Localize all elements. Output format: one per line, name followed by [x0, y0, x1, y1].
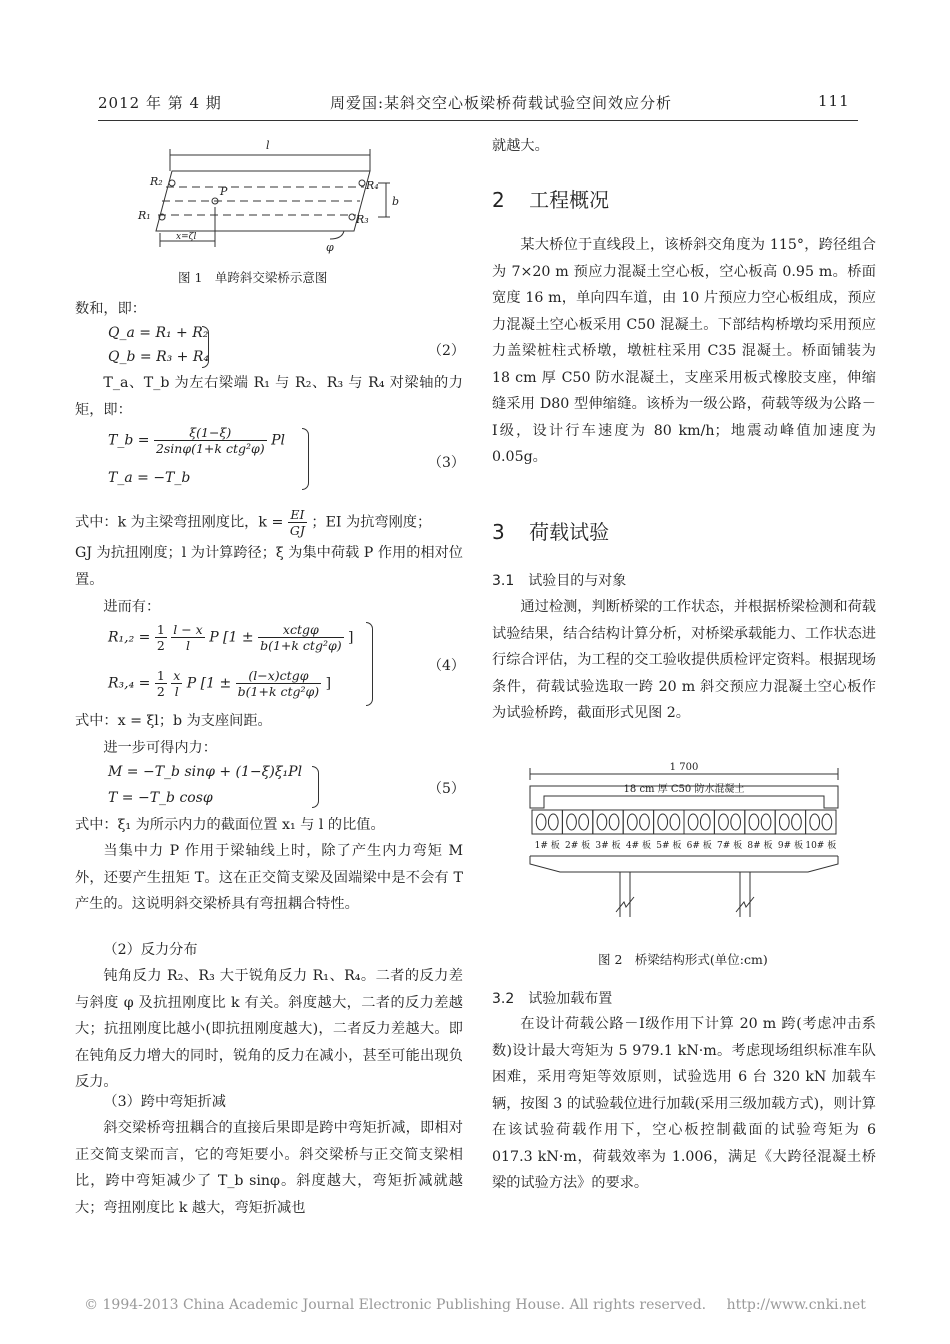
slab-void [597, 814, 607, 830]
support-r4 [359, 180, 365, 186]
eq3-number: （3） [428, 455, 465, 471]
slab-void [609, 814, 619, 830]
figure-2-cross-section [520, 762, 850, 927]
label-phi: φ [326, 241, 334, 254]
section-2-title: 工程概况 [529, 188, 610, 212]
left-p3-line1: 式中：k 为主梁弯扭刚度比，k = $\frac{EI}{GJ}$ ；EI 为抗弯刚度； [75, 507, 432, 538]
left-p9: 钝角反力 R₂、R₃ 大于锐角反力 R₁、R₄。二者的反力差与斜度 φ 及抗扭刚度比 k 有关。斜度越大，二者的反力差越大；抗扭刚度比越小(即抗扭刚度越大)，二者反力差越大。即在钝角反力增大的同时，锐角的反力在减小，甚至可能出现负反力。 [75, 968, 463, 1090]
label-x: x=ζl [176, 232, 197, 242]
slab-void [779, 814, 789, 830]
slab-void [810, 814, 820, 830]
footer-url[interactable]: http://www.cnki.net [726, 1297, 866, 1313]
eq5-line2: T = −T_b cosφ [108, 790, 213, 806]
subsection-3-1: 3.1 试验目的与对象 [492, 573, 627, 589]
p3-fraction: $\frac{EI}{GJ}$ [289, 507, 305, 538]
label-span: l [266, 139, 270, 152]
journal-issue: 2012 年 第 4 期 [98, 94, 222, 112]
slab-label: 6# 板 [686, 841, 712, 851]
left-p3c: GJ 为抗扭刚度；l 为计算跨径；ξ 为集中荷载 P 作用的相对位置。 [75, 545, 463, 588]
eq3-line1 [108, 425, 285, 456]
label-b: b [392, 195, 400, 208]
slab-void [670, 814, 680, 830]
label-r4: R₄ [366, 179, 379, 192]
fig2-width-label: 1 700 [669, 762, 699, 773]
eq3-lhs: T_b = [108, 432, 150, 449]
eq3-fraction: $\frac{\xi(1-\xi)}{\text{2sinφ(1+k ctg²φ)}}$ [155, 425, 265, 456]
section-2-heading [492, 184, 609, 213]
slab-label: 10# 板 [805, 841, 837, 851]
subsection-3-2: 3.2 试验加载布置 [492, 991, 613, 1007]
slab-void [579, 814, 589, 830]
label-r1: R₁ [138, 209, 151, 222]
eq2-line2: Q_b = R₃ + R₄ [108, 349, 210, 365]
eq4-line1: R₁,₂ = $\frac{1}{2}$ $\frac{l - x}{l}$ P [1 ± $\frac{\text{xctgφ}}{\text{b(1+k ctg²φ)}}$ ] [108, 622, 354, 653]
right-p0: 就越大。 [492, 138, 549, 154]
slab-void [658, 814, 668, 830]
left-h3: （3）跨中弯矩折减 [103, 1094, 226, 1110]
slab-label: 9# 板 [777, 841, 803, 851]
left-p10: 斜交梁桥弯扭耦合的直接后果即是跨中弯矩折减，即相对正交简支梁而言，它的弯矩要小。斜交梁桥与正交简支梁相比，跨中弯矩减少了 T_b sinφ。斜度越大，弯矩折减就越大；弯扭刚度比 k 越大，弯矩折减也 [75, 1120, 463, 1216]
cap-beam [530, 856, 838, 872]
left-p1: 数和，即： [75, 301, 146, 317]
eq5-number: （5） [428, 781, 465, 797]
eq3-rhs: Pl [271, 432, 285, 449]
eq2-number: （2） [428, 343, 465, 359]
slab-void [749, 814, 759, 830]
eq5-brace [312, 766, 319, 808]
slab-void [627, 814, 637, 830]
left-p4: 进而有： [103, 599, 161, 615]
right-p1: 某大桥位于直线段上，该桥斜交角度为 115°，跨径组合为 7×20 m 预应力混凝土空心板，空心板高 0.95 m。桥面宽度 16 m，单向四车道，由 10 片预应力空心板组成，预应力混凝土空心板采用 C50 混凝土。下部结构桥墩均采用预应力盖梁桩柱式桥墩，墩桩柱采用 C35 混凝土。桥面铺装为 18 cm 厚 C50 防水混凝土，支座采用板式橡胶支座，伸缩缝采用 D80 型伸缩缝。该桥为一级公路，荷载等级为公路－Ⅰ级，设计行车速度为 80 km/h；地震动峰值加速度为 0.05g。 [492, 237, 876, 465]
left-p8: 当集中力 P 作用于梁轴线上时，除了产生内力弯矩 M 外，还要产生扭矩 T。这在正交简支梁及固端梁中是不会有 T 产生的。这说明斜交梁桥具有弯扭耦合特性。 [75, 843, 463, 912]
label-load: P [220, 185, 228, 198]
slab-label: 1# 板 [534, 841, 560, 851]
footer-copyright: © 1994-2013 China Academic Journal Electronic Publishing House. All rights reserved. [84, 1297, 707, 1313]
slab-label: 2# 板 [565, 841, 591, 851]
eq2-line1: Q_a = R₁ + R₂ [108, 325, 209, 341]
slab-label: 5# 板 [656, 841, 682, 851]
footer [0, 1297, 950, 1313]
slab-void [567, 814, 577, 830]
eq4-line2: R₃,₄ = $\frac{1}{2}$ $\frac{x}{l}$ P [1 ± $\frac{\text{(l−x)ctgφ}}{\text{b(1+k ctg²φ)}}$ ] [108, 668, 332, 699]
eq3-brace [302, 428, 309, 490]
support-r2 [169, 180, 175, 186]
slab-void [719, 814, 729, 830]
left-p2: T_a、T_b 为左右梁端 R₁ 与 R₂、R₃ 与 R₄ 对梁轴的力矩，即： [75, 375, 463, 418]
slab-void [761, 814, 771, 830]
eq4-brace [366, 622, 373, 706]
left-h2: （2）反力分布 [103, 942, 198, 958]
slab-label: 3# 板 [595, 841, 621, 851]
figure-1-skew-beam-diagram [130, 135, 430, 260]
section-3-title: 荷载试验 [529, 520, 610, 544]
section-3-number: 3 [492, 520, 505, 544]
page-number: 111 [818, 92, 850, 110]
slab-label: 8# 板 [747, 841, 773, 851]
left-column [75, 296, 463, 323]
section-3-heading [492, 516, 609, 545]
slab-void [640, 814, 650, 830]
slab-label: 4# 板 [625, 841, 651, 851]
eq3-line2: T_a = −T_b [108, 470, 191, 486]
slab-void [792, 814, 802, 830]
slab-void [822, 814, 832, 830]
eq4-number: （4） [428, 658, 465, 674]
left-p7: 式中：ξ₁ 为所示内力的截面位置 x₁ 与 l 的比值。 [75, 817, 385, 833]
running-title: 周爱国:某斜交空心板梁桥荷载试验空间效应分析 [330, 94, 673, 112]
support-r3 [349, 214, 355, 220]
label-r2: R₂ [150, 175, 163, 188]
right-p2: 通过检测，判断桥梁的工作状态，并根据桥梁检测和荷载试验结果，结合结构计算分析，对桥梁承载能力、工作状态进行综合评估，为工程的交工验收提供质检评定资料。根据现场条件，荷载试验选取一跨 20 m 斜交预应力混凝土空心板作为试验桥跨，截面形式见图 2。 [492, 599, 876, 721]
slab-void [731, 814, 741, 830]
slab-void [700, 814, 710, 830]
label-r3: R₃ [356, 213, 369, 226]
eq5-line1: M = −T_b sinφ + (1−ξ)ξ₁Pl [108, 764, 303, 780]
slab-void [548, 814, 558, 830]
slab-void [536, 814, 546, 830]
header-rule [98, 120, 858, 121]
figure-1-caption: 图 1 单跨斜交梁桥示意图 [178, 270, 328, 285]
right-p3: 在设计荷载公路－Ⅰ级作用下计算 20 m 跨(考虑冲击系数)设计最大弯矩为 5 979.1 kN·m。考虑现场组织标准车队困难，采用弯矩等效原则，试验选用 6 台 320 kN 加载车辆，按图 3 的试验载位进行加载(采用三级加载方式)，则计算在该试验荷载作用下，空心板控制截面的试验弯矩为 6 017.3 kN·m，荷载效率为 1.006，满足《大跨径混凝土桥梁的试验方法》的要求。 [492, 1016, 876, 1191]
fig2-layer-label: 18 cm 厚 C50 防水混凝土 [623, 784, 745, 795]
section-2-number: 2 [492, 188, 505, 212]
left-p6: 进一步可得内力： [103, 740, 217, 756]
figure-2-caption: 图 2 桥梁结构形式(单位:cm) [598, 952, 768, 967]
eq2-brace [202, 326, 209, 368]
slab-label: 7# 板 [717, 841, 743, 851]
left-p5: 式中：x = ξl；b 为支座间距。 [75, 713, 272, 729]
slab-void [688, 814, 698, 830]
